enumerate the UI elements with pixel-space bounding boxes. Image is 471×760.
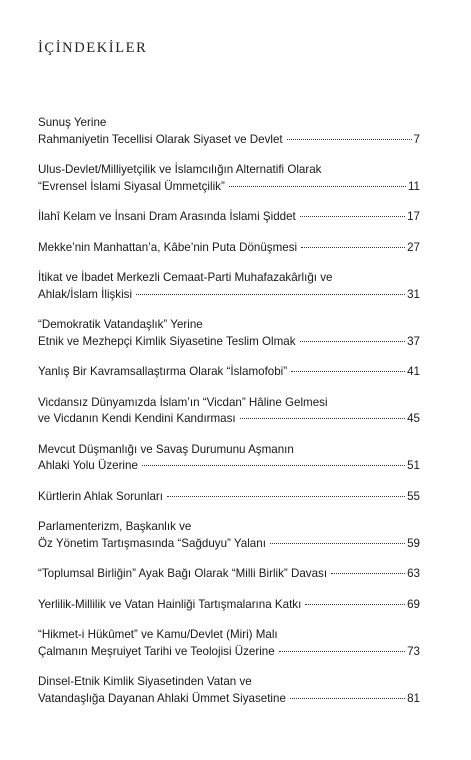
toc-entry-title-line: Öz Yönetim Tartışmasında “Sağduyu” Yalanı bbox=[38, 536, 266, 550]
toc-entry[interactable] bbox=[38, 489, 420, 506]
dot-leader bbox=[142, 465, 405, 466]
dot-leader bbox=[167, 496, 405, 497]
toc-entry[interactable] bbox=[38, 162, 420, 195]
toc-entry-last-line bbox=[38, 287, 420, 304]
toc-entry-title-line: “Toplumsal Birliğin” Ayak Bağı Olarak “Milli Birlik” Davası bbox=[38, 567, 328, 580]
toc-entry-title-line: “Evrensel İslami Siyasal Ümmetçilik” bbox=[38, 179, 225, 193]
toc-entry[interactable] bbox=[38, 597, 420, 614]
toc-entry[interactable] bbox=[38, 566, 420, 583]
dot-leader bbox=[291, 371, 405, 372]
toc-entry-page-number: 7 bbox=[413, 132, 420, 146]
toc-entry-title-line: Mekke’nin Manhattan’a, Kâbe’nin Puta Dönüşmesi bbox=[38, 240, 298, 254]
toc-entry-title-line: Ulus-Devlet/Milliyetçilik ve İslamcılığın Alternatifi Olarak bbox=[38, 163, 322, 176]
toc-entry-last-line bbox=[38, 458, 420, 475]
toc-entry-title-line: Parlamenterizm, Başkanlık ve bbox=[38, 520, 192, 533]
toc-entry[interactable] bbox=[38, 364, 420, 381]
toc-entry-page-number: 11 bbox=[407, 179, 420, 193]
toc-entry[interactable] bbox=[38, 115, 420, 148]
toc-entry-title-line: “Hikmet-i Hükûmet” ve Kamu/Devlet (Miri) Malı bbox=[38, 628, 278, 641]
toc-entry-page-number: 45 bbox=[407, 412, 420, 425]
toc-entry-title-line: Vatandaşlığa Dayanan Ahlaki Ümmet Siyasetine bbox=[38, 691, 286, 705]
toc-entry-title-line: Etnik ve Mezhepçi Kimlik Siyasetine Teslim Olmak bbox=[38, 334, 296, 348]
toc-entry[interactable] bbox=[38, 395, 420, 428]
toc-entry-last-line bbox=[38, 364, 420, 381]
toc-entry-title-line: Çalmanın Meşruiyet Tarihi ve Teolojisi Üzerine bbox=[38, 644, 275, 658]
toc-entry-last-line bbox=[38, 209, 420, 226]
dot-leader bbox=[240, 418, 405, 419]
toc-entry-title-line: Ahlaki Yolu Üzerine bbox=[38, 459, 138, 472]
toc-entry-title-line: İlahî Kelam ve İnsani Dram Arasında İslami Şiddet bbox=[38, 210, 296, 223]
toc-entry-last-line bbox=[38, 240, 420, 257]
dot-leader bbox=[287, 139, 412, 140]
toc-entry-title-line: “Demokratik Vatandaşlık” Yerine bbox=[38, 318, 203, 331]
toc-entry-last-line bbox=[38, 489, 420, 506]
toc-entry-last-line bbox=[38, 334, 420, 351]
toc-entry-last-line bbox=[38, 691, 420, 708]
dot-leader bbox=[301, 247, 405, 248]
toc-entry-last-line bbox=[38, 597, 420, 614]
toc-entry-title-line: Vicdansız Dünyamızda İslam’ın “Vicdan” Hâline Gelmesi bbox=[38, 395, 328, 409]
toc-entry-title-line: ve Vicdanın Kendi Kendini Kandırması bbox=[38, 412, 236, 425]
toc-entry[interactable] bbox=[38, 209, 420, 226]
toc-entry[interactable] bbox=[38, 317, 420, 350]
toc-entry[interactable] bbox=[38, 519, 420, 552]
toc-entry-title-line: İtikat ve İbadet Merkezli Cemaat-Parti Muhafazakârlığı ve bbox=[38, 271, 333, 284]
dot-leader bbox=[300, 341, 406, 342]
toc-entry-page-number: 31 bbox=[407, 287, 420, 301]
toc-entry-title-line: Ahlak/İslam İlişkisi bbox=[38, 287, 133, 301]
toc-entry-title-line: Yanlış Bir Kavramsallaştırma Olarak “İslamofobi” bbox=[38, 365, 288, 378]
toc-entry[interactable] bbox=[38, 240, 420, 257]
toc-entry[interactable] bbox=[38, 270, 420, 303]
toc-entry[interactable] bbox=[38, 674, 420, 707]
toc-entry-page-number: 55 bbox=[407, 489, 420, 503]
toc-entry-page-number: 17 bbox=[407, 210, 420, 223]
dot-leader bbox=[270, 543, 405, 544]
toc-heading: İÇİNDEKİLER bbox=[38, 40, 148, 56]
toc-entry-title-line: Kürtlerin Ahlak Sorunları bbox=[38, 489, 164, 503]
toc-entry-page-number: 73 bbox=[407, 644, 420, 658]
toc-entry[interactable] bbox=[38, 442, 420, 475]
toc-entry-title-line: Sunuş Yerine bbox=[38, 116, 107, 129]
dot-leader bbox=[300, 216, 405, 217]
dot-leader bbox=[229, 186, 406, 187]
toc-entry-title-line: Mevcut Düşmanlığı ve Savaş Durumunu Aşmanın bbox=[38, 442, 294, 456]
dot-leader bbox=[290, 698, 405, 699]
dot-leader bbox=[331, 573, 405, 574]
dot-leader bbox=[279, 651, 405, 652]
toc-entry-page-number: 63 bbox=[407, 567, 420, 580]
toc-entry-page-number: 59 bbox=[407, 536, 420, 550]
dot-leader bbox=[305, 604, 405, 605]
toc-entry-title-line: Rahmaniyetin Tecellisi Olarak Siyaset ve Devlet bbox=[38, 132, 283, 146]
table-of-contents bbox=[38, 115, 420, 721]
toc-entry-last-line bbox=[38, 536, 420, 553]
toc-entry[interactable] bbox=[38, 627, 420, 660]
toc-entry-page-number: 51 bbox=[407, 459, 420, 472]
toc-entry-page-number: 81 bbox=[407, 691, 420, 705]
toc-entry-page-number: 69 bbox=[407, 597, 420, 611]
toc-entry-last-line bbox=[38, 132, 420, 149]
toc-entry-title-line: Yerlilik-Millilik ve Vatan Hainliği Tartışmalarına Katkı bbox=[38, 597, 302, 611]
toc-entry-page-number: 37 bbox=[407, 334, 420, 348]
toc-entry-page-number: 27 bbox=[407, 240, 420, 254]
toc-entry-last-line bbox=[38, 411, 420, 428]
toc-entry-page-number: 41 bbox=[407, 365, 420, 378]
dot-leader bbox=[136, 294, 405, 295]
toc-entry-last-line bbox=[38, 179, 420, 196]
toc-entry-last-line bbox=[38, 566, 420, 583]
toc-entry-last-line bbox=[38, 644, 420, 661]
toc-entry-title-line: Dinsel-Etnik Kimlik Siyasetinden Vatan ve bbox=[38, 675, 252, 688]
